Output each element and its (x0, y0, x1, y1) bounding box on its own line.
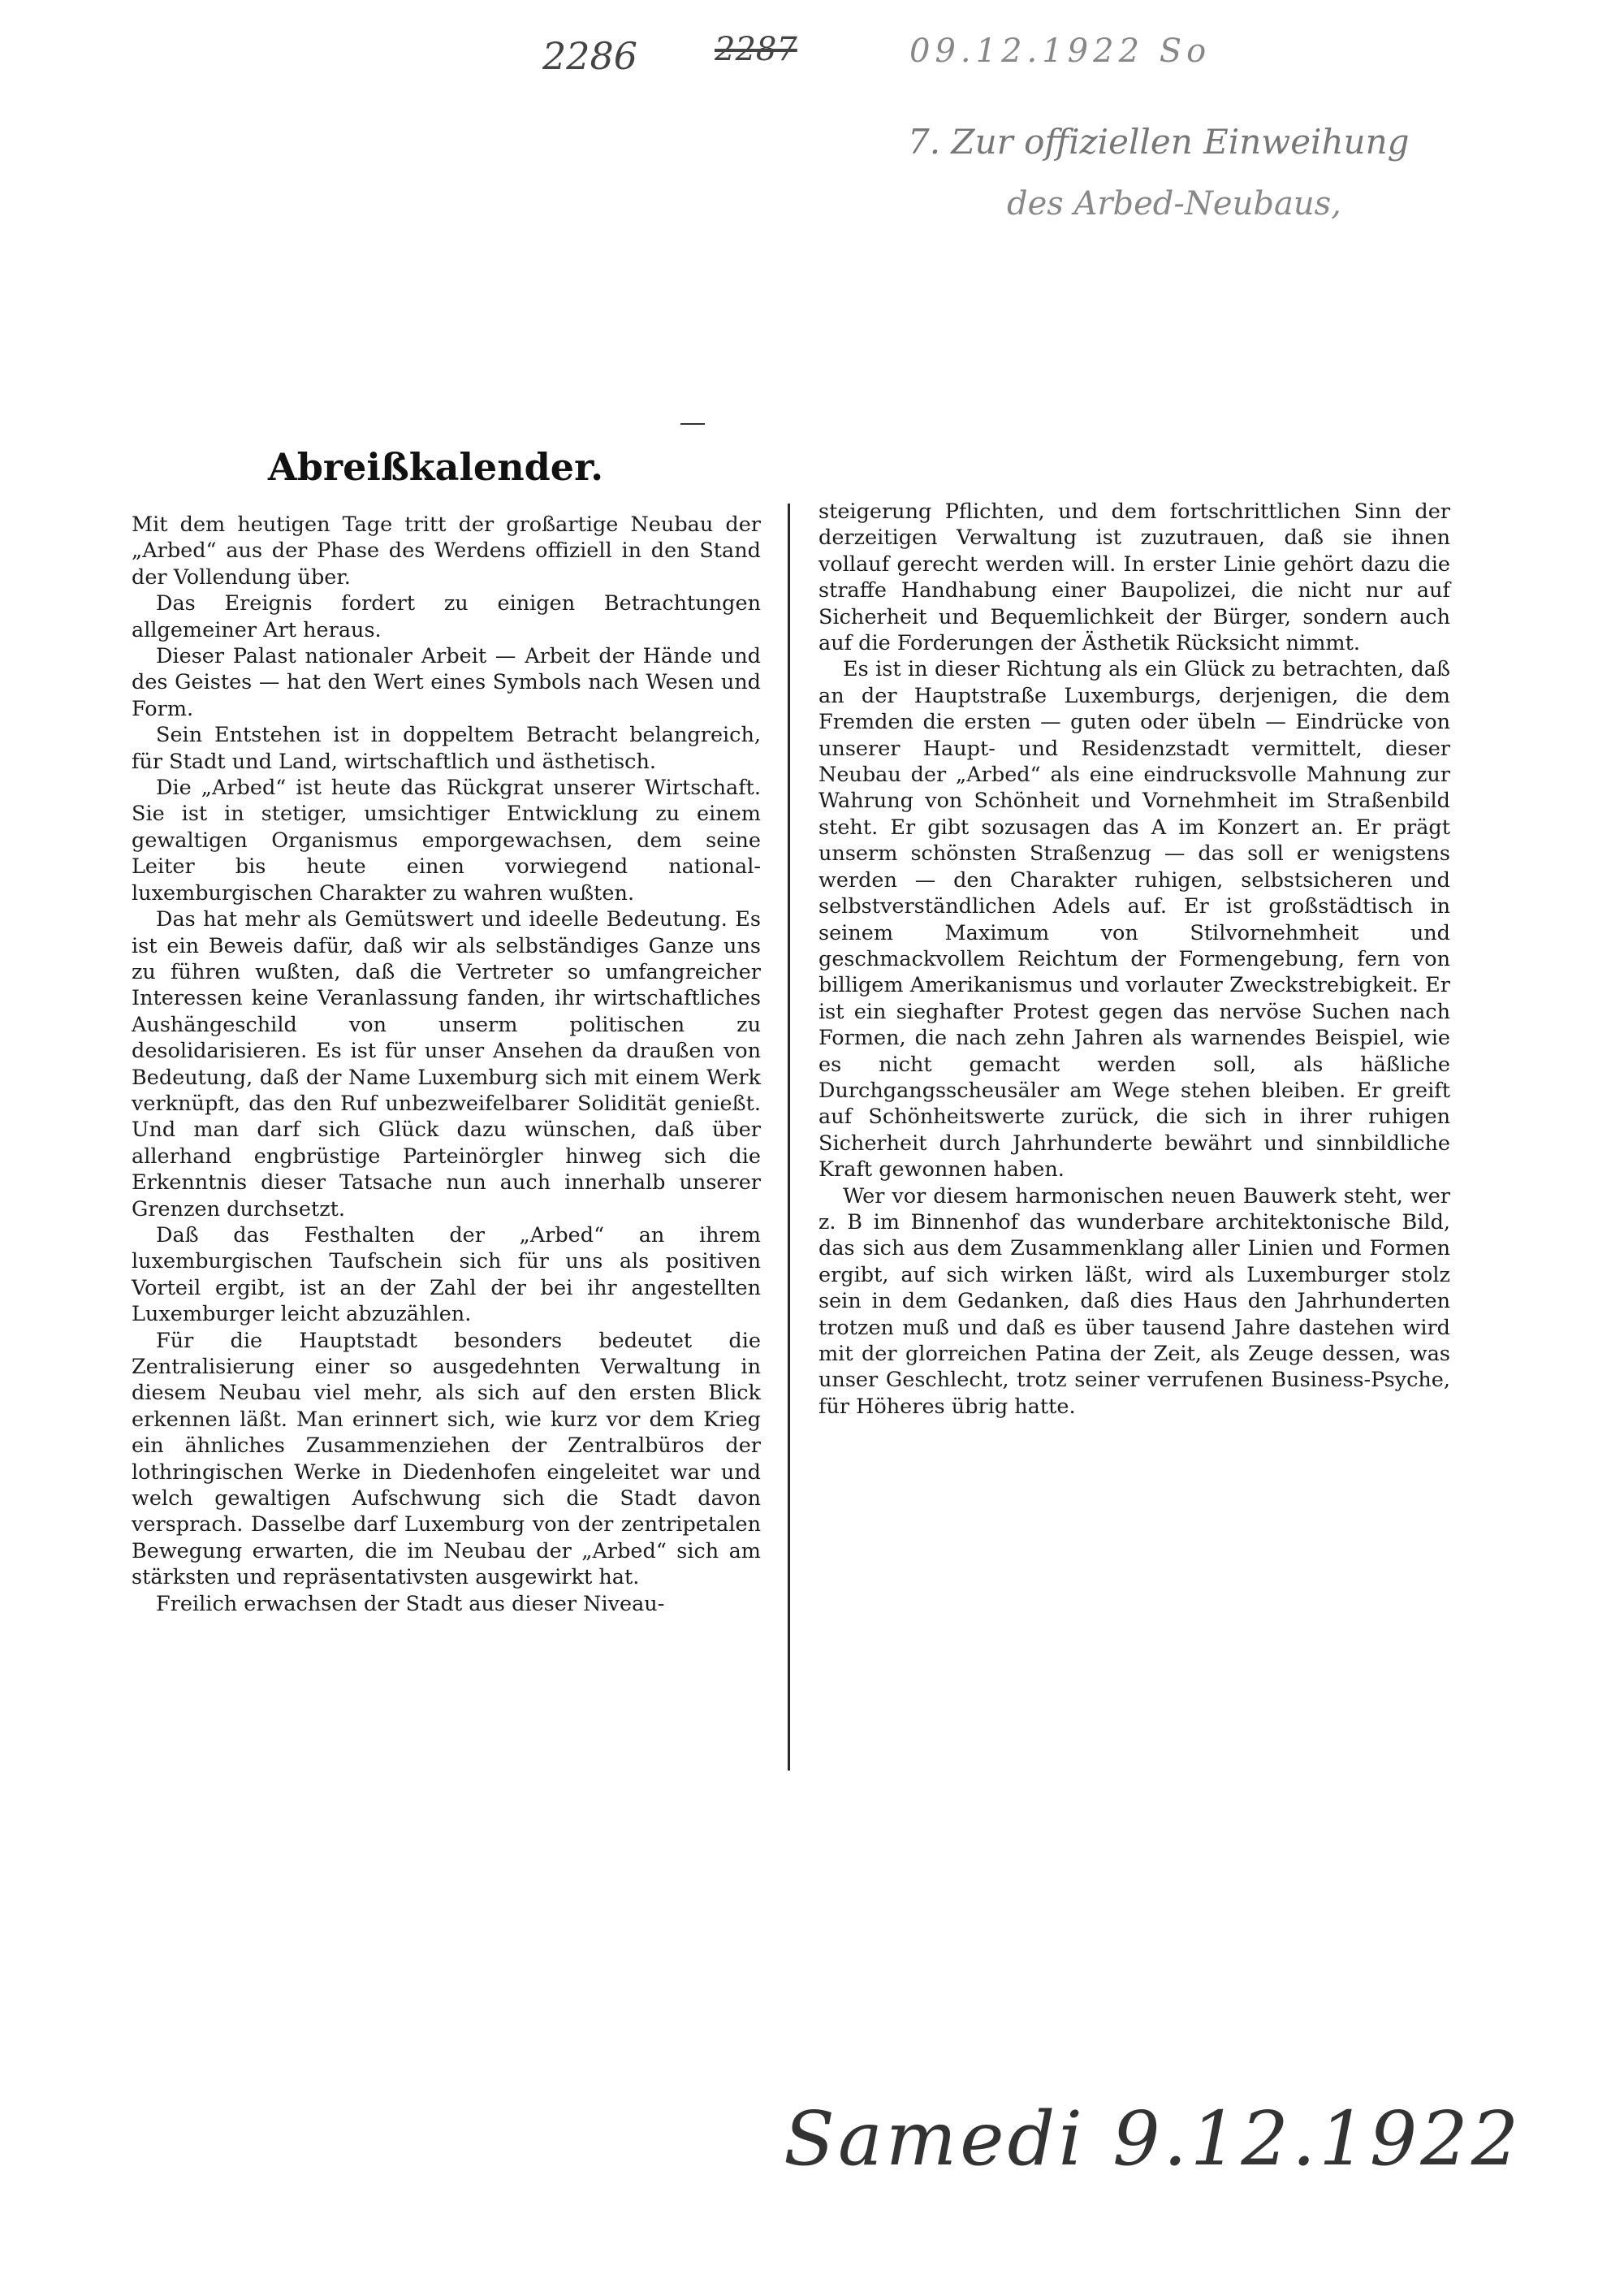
paragraph: Dieser Palast nationaler Arbeit — Arbeit der Hände und des Geistes — hat den Wert eines Symbols nach Wesen und Form. (132, 644, 761, 721)
paragraph: steigerung Pflichten, und dem fortschrittlichen Sinn der derzeitigen Verwaltung ist zuzutrauen, daß sie ihnen vollauf gerecht werden will. In erster Linie gehört dazu die straffe Handhabung einer Baupolizei, die nicht nur auf Sicherheit und Bequemlichkeit der Bürger, sondern auch auf die Forderungen der Ästhetik Rücksicht nimmt. (818, 499, 1450, 656)
article-left-column (132, 512, 761, 1617)
paragraph: Die „Arbed“ ist heute das Rückgrat unserer Wirtschaft. Sie ist in stetiger, umsichtiger Entwicklung zu einem gewaltigen Organismus emporgewachsen, dem seine Leiter bis heute einen vorwiegend national-luxemburgischen Charakter zu wahren wußten. (132, 776, 761, 906)
paragraph: Mit dem heutigen Tage tritt der großartige Neubau der „Arbed“ aus der Phase des Werdens offiziell in den Stand der Vollendung über. (132, 512, 761, 590)
article-headline: Abreißkalender. (268, 445, 604, 489)
paragraph: Wer vor diesem harmonischen neuen Bauwerk steht, wer z. B im Binnenhof das wunderbare architektonische Bild, das sich aus dem Zusammenklang aller Linien und Formen ergibt, auf sich wirken läßt, wird als Luxemburger stolz sein in dem Gedanken, daß dies Haus den Jahrhunderten trotzen muß und daß es über tausend Jahre dastehen wird mit der glorreichen Patina der Zeit, als Zeuge dessen, was unser Geschlecht, trotz seiner verrufenen Business-Psyche, für Höheres übrig hatte. (818, 1183, 1450, 1419)
date-stamp: 09.12.1922 So (909, 32, 1212, 70)
top-rule (680, 423, 705, 425)
struck-archive-number: 2287 (715, 31, 797, 68)
paragraph: Freilich erwachsen der Stadt aus dieser Niveau- (156, 1591, 665, 1616)
paragraph: Es ist in dieser Richtung als ein Glück zu betrachten, daß an der Hauptstraße Luxemburgs, derjenigen, die dem Fremden die ersten — guten oder übeln — Eindrücke von unserer Haupt- und Residenzstadt vermittelt, dieser Neubau der „Arbed“ als eine eindrucksvolle Mahnung zur Wahrung von Schönheit und Vornehmheit im Straßenbild steht. Er gibt sozusagen das A im Konzert an. Er prägt unserm schönsten Straßenzug — das soll er wenigstens werden — den Charakter ruhigen, selbstsicheren und selbstverständlichen Adels auf. Er ist großstädtisch in seinem Maximum von Stilvornehmheit und geschmackvollem Reichtum der Formengebung, fern von billigem Amerikanismus und vorlauter Zweckstrebigkeit. Er ist ein sieghafter Protest gegen das nervöse Suchen nach Formen, die nach zehn Jahren als warnendes Beispiel, wie es nicht gemacht werden soll, als häßliche Durchgangsscheusäler am Wege stehen bleiben. Er greift auf Schönheitswerte zurück, die sich in ihrer ruhigen Sicherheit durch Jahrhunderte bewährt und sinnbildliche Kraft gewonnen haben. (818, 657, 1450, 1183)
column-divider (788, 504, 790, 1771)
archive-number: 2286 (542, 34, 638, 78)
paragraph: Für die Hauptstadt besonders bedeutet die Zentralisierung einer so ausgedehnten Verwaltung in diesem Neubau viel mehr, als sich auf den ersten Blick erkennen läßt. Man erinnert sich, wie kurz vor dem Krieg ein ähnliches Zusammenziehen der Zentralbüros der lothringischen Werke in Diedenhofen eingeleitet war und welch gewaltigen Aufschwung sich die Stadt davon versprach. Dasselbe darf Luxemburg von der zentripetalen Bewegung erwarten, die im Neubau der „Arbed“ sich am stärksten und repräsentativsten ausgewirkt hat. (132, 1328, 761, 1590)
paragraph: Das Ereignis fordert zu einigen Betrachtungen allgemeiner Art heraus. (132, 591, 761, 642)
paragraph: Sein Entstehen ist in doppeltem Betracht belangreich, für Stadt und Land, wirtschaftlich und ästhetisch. (132, 723, 761, 774)
paragraph: Daß das Festhalten der „Arbed“ an ihrem luxemburgischen Taufschein sich für uns als positiven Vorteil ergibt, ist an der Zahl der bei ihr angestellten Luxemburger leicht abzuzählen. (132, 1222, 761, 1327)
handwritten-note-line-1: 7. Zur offiziellen Einweihung (908, 122, 1410, 162)
paragraph: Das hat mehr als Gemütswert und ideelle Bedeutung. Es ist ein Beweis dafür, daß wir als selbständiges Ganze uns zu führen wußten, daß die Vertreter so umfangreicher Interessen keine Veranlassung fanden, ihr wirtschaftliches Aushängeschild von unserm politischen zu desolidarisieren. Es ist für unser Ansehen da draußen von Bedeutung, daß der Name Luxemburg sich mit einem Werk verknüpft, das den Ruf unbezweifelbarer Solidität genießt. Und man darf sich Glück dazu wünschen, daß über allerhand engbrüstige Parteinörgler hinweg sich die Erkenntnis dieser Tatsache nun auch innerhalb unserer Grenzen durchsetzt. (132, 907, 761, 1222)
article-right-column (818, 499, 1450, 1420)
handwritten-footer-date: Samedi 9.12.1922 (784, 2095, 1522, 2182)
handwritten-note-line-2: des Arbed-Neubaus, (1007, 185, 1341, 223)
